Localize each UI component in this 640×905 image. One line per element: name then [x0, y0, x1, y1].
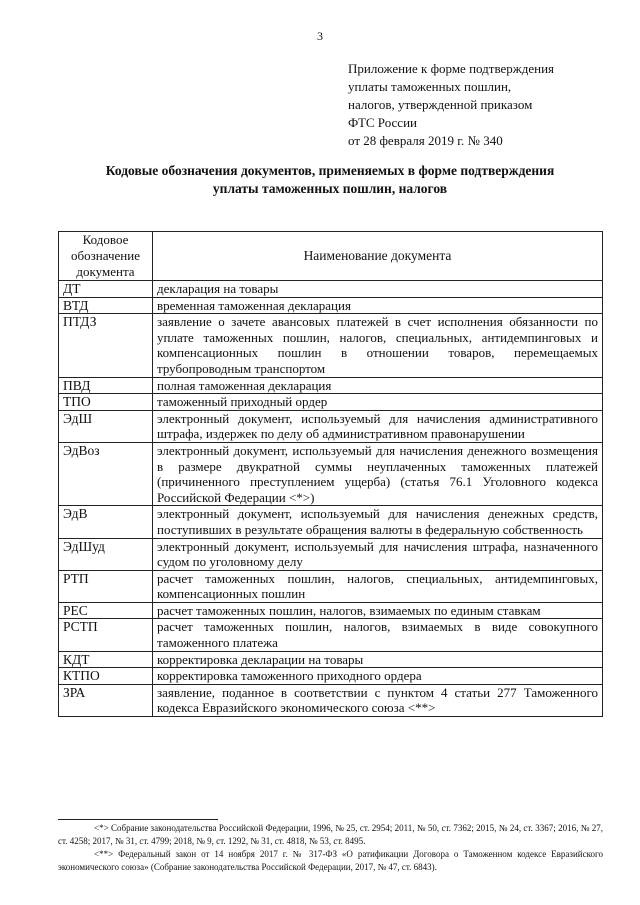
table-header-row	[59, 232, 603, 281]
document-code: РСТП	[59, 619, 153, 651]
appendix-line: от 28 февраля 2019 г. № 340	[348, 133, 503, 148]
table-row	[59, 538, 603, 570]
appendix-line: ФТС России	[348, 115, 417, 130]
table-row	[59, 281, 603, 298]
table-row	[59, 442, 603, 505]
table-row	[59, 570, 603, 602]
table-row	[59, 377, 603, 394]
appendix-note	[348, 60, 618, 150]
document-name: электронный документ, используемый для начисления денежного возмещения в размере двукратной суммы неуплаченных таможенных платежей (причиненного преступлением ущерба) (статья 76.1 Уголовного кодекса Российской Федерации <*>)	[153, 442, 603, 505]
table-row	[59, 602, 603, 619]
document-name: таможенный приходный ордер	[153, 394, 603, 411]
document-code: ТПО	[59, 394, 153, 411]
table-row	[59, 394, 603, 411]
document-code: КДТ	[59, 651, 153, 668]
document-name: корректировка таможенного приходного ордера	[153, 668, 603, 685]
table-row	[59, 410, 603, 442]
document-code: ДТ	[59, 281, 153, 298]
document-code: ЭдВ	[59, 506, 153, 538]
footnote-divider	[58, 819, 218, 820]
document-name: расчет таможенных пошлин, налогов, взимаемых по единым ставкам	[153, 602, 603, 619]
document-code: ПВД	[59, 377, 153, 394]
document-name: полная таможенная декларация	[153, 377, 603, 394]
header-name: Наименование документа	[153, 232, 603, 281]
document-code: ВТД	[59, 297, 153, 314]
table-row	[59, 314, 603, 377]
table-row	[59, 619, 603, 651]
table-row	[59, 651, 603, 668]
document-code: РТП	[59, 570, 153, 602]
document-code: ЭдВоз	[59, 442, 153, 505]
document-code: РЕС	[59, 602, 153, 619]
footnote: <**> Федеральный закон от 14 ноября 2017 г. № 317-ФЗ «О ратификации Договора о Таможенном кодексе Евразийского экономического союза» (Собрание законодательства Российской Федерации, 2017, № 47, ст. 6843).	[58, 849, 603, 872]
table-row	[59, 297, 603, 314]
header-code: Кодовое обозначение документа	[59, 232, 153, 281]
table-row	[59, 684, 603, 716]
document-name: расчет таможенных пошлин, налогов, специальных, антидемпинговых, компенсационных пошлин	[153, 570, 603, 602]
document-name: корректировка декларации на товары	[153, 651, 603, 668]
document-name: заявление, поданное в соответствии с пунктом 4 статьи 277 Таможенного кодекса Евразийского экономического союза <**>	[153, 684, 603, 716]
document-code: ПТДЗ	[59, 314, 153, 377]
document-name: электронный документ, используемый для начисления административного штрафа, издержек по делу об административном правонарушении	[153, 410, 603, 442]
document-name: расчет таможенных пошлин, налогов, взимаемых в виде совокупного таможенного платежа	[153, 619, 603, 651]
document-title	[60, 162, 600, 198]
appendix-line: налогов, утвержденной приказом	[348, 97, 533, 112]
document-code: ЭдШуд	[59, 538, 153, 570]
document-name: декларация на товары	[153, 281, 603, 298]
document-code: ЭдШ	[59, 410, 153, 442]
document-title-line: уплаты таможенных пошлин, налогов	[212, 181, 448, 196]
table-body	[59, 281, 603, 717]
document-name: электронный документ, используемый для начисления денежных средств, поступивших в результате обращения валюты в федеральную собственность	[153, 506, 603, 538]
document-name: временная таможенная декларация	[153, 297, 603, 314]
document-name: заявление о зачете авансовых платежей в счет исполнения обязанности по уплате таможенных пошлин, налогов, специальных, антидемпинговых и компенсационных пошлин в отношении товаров, перемещаемых трубопроводным транспортом	[153, 314, 603, 377]
footnotes	[58, 822, 603, 874]
appendix-line: Приложение к форме подтверждения	[348, 61, 555, 76]
document-name: электронный документ, используемый для начисления штрафа, назначенного судом по уголовному делу	[153, 538, 603, 570]
document-codes-table	[58, 231, 603, 717]
page-number: 3	[317, 29, 323, 43]
document-code: ЗРА	[59, 684, 153, 716]
table-row	[59, 506, 603, 538]
appendix-line: уплаты таможенных пошлин,	[348, 79, 512, 94]
table-row	[59, 668, 603, 685]
document-code: КТПО	[59, 668, 153, 685]
document-title-line: Кодовые обозначения документов, применяемых в форме подтверждения	[105, 163, 555, 178]
footnote: <*> Собрание законодательства Российской Федерации, 1996, № 25, ст. 2954; 2011, № 50, ст. 7362; 2015, № 24, ст. 3367; 2016, № 27, ст. 4258; 2017, № 31, ст. 4799; 2018, № 9, ст. 1292, № 31, ст. 4818, № 53, ст. 8495.	[58, 823, 603, 846]
